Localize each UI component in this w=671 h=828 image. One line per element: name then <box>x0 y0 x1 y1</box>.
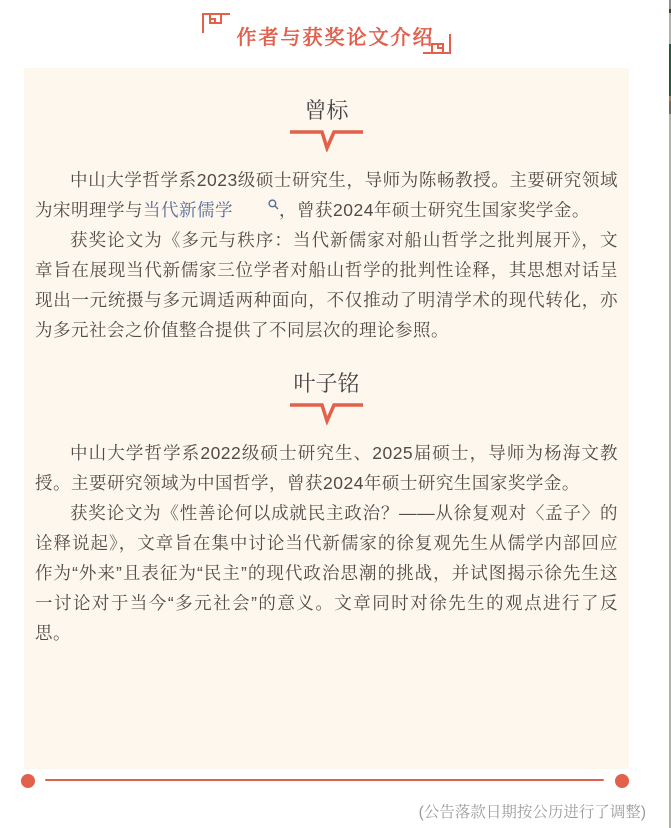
page-header <box>0 0 671 68</box>
divider-dot-left <box>21 774 35 788</box>
divider-line <box>45 779 604 781</box>
fret-corner-ornament-bottom-right <box>422 33 452 60</box>
author-section-yeziming <box>35 370 618 648</box>
paper-summary: 获奖论文为《性善论何以成就民主政治？——从徐复观对〈孟子〉的诠释说起》，文章旨在集中讨论当代新儒家的徐复观先生从儒学内部回应作为“外来”且表征为“民主”的现代政治思潮的挑战，并试图揭示徐先生这一讨论对于当今“多元社会”的意义。文章同时对徐先生的观点进行了反思。 <box>35 503 618 643</box>
author-section-zengbiao <box>35 97 618 345</box>
author-bio: 中山大学哲学系2022级硕士研究生、2025届硕士，导师为杨海文教授。主要研究领域为中国哲学，曾获2024年硕士研究生国家奖学金。 <box>35 443 618 493</box>
content-card <box>24 68 629 769</box>
page-title: 作者与获奖论文介绍 <box>236 27 435 49</box>
search-icon <box>233 199 279 210</box>
author-name: 叶子铭 <box>293 371 360 396</box>
footer-note: (公告落款日期按公历进行了调整) <box>418 804 646 821</box>
search-term-text: 当代新儒学 <box>143 200 233 220</box>
ribbon-check-ornament <box>289 401 365 425</box>
author-name: 曾标 <box>304 98 349 123</box>
paper-summary: 获奖论文为《多元与秩序：当代新儒家对船山哲学之批判展开》，文章旨在展现当代新儒家三位学者对船山哲学的批判性诠释，其思想对话呈现出一元统摄与多元调适两种面向，不仅推动了明清学术的现代转化，亦为多元社会之价值整合提供了不同层次的理论参照。 <box>35 230 618 340</box>
divider-dot-right <box>615 774 629 788</box>
author-bio <box>35 165 618 225</box>
ribbon-check-ornament <box>289 128 365 152</box>
bio-text-before: 中山大学哲学系2023级硕士研究生，导师为陈畅教授。主要研究领域为宋明理学与 <box>35 170 618 220</box>
bio-text-after: ，曾获2024年硕士研究生国家奖学金。 <box>279 200 590 220</box>
search-term-link[interactable] <box>143 200 279 220</box>
